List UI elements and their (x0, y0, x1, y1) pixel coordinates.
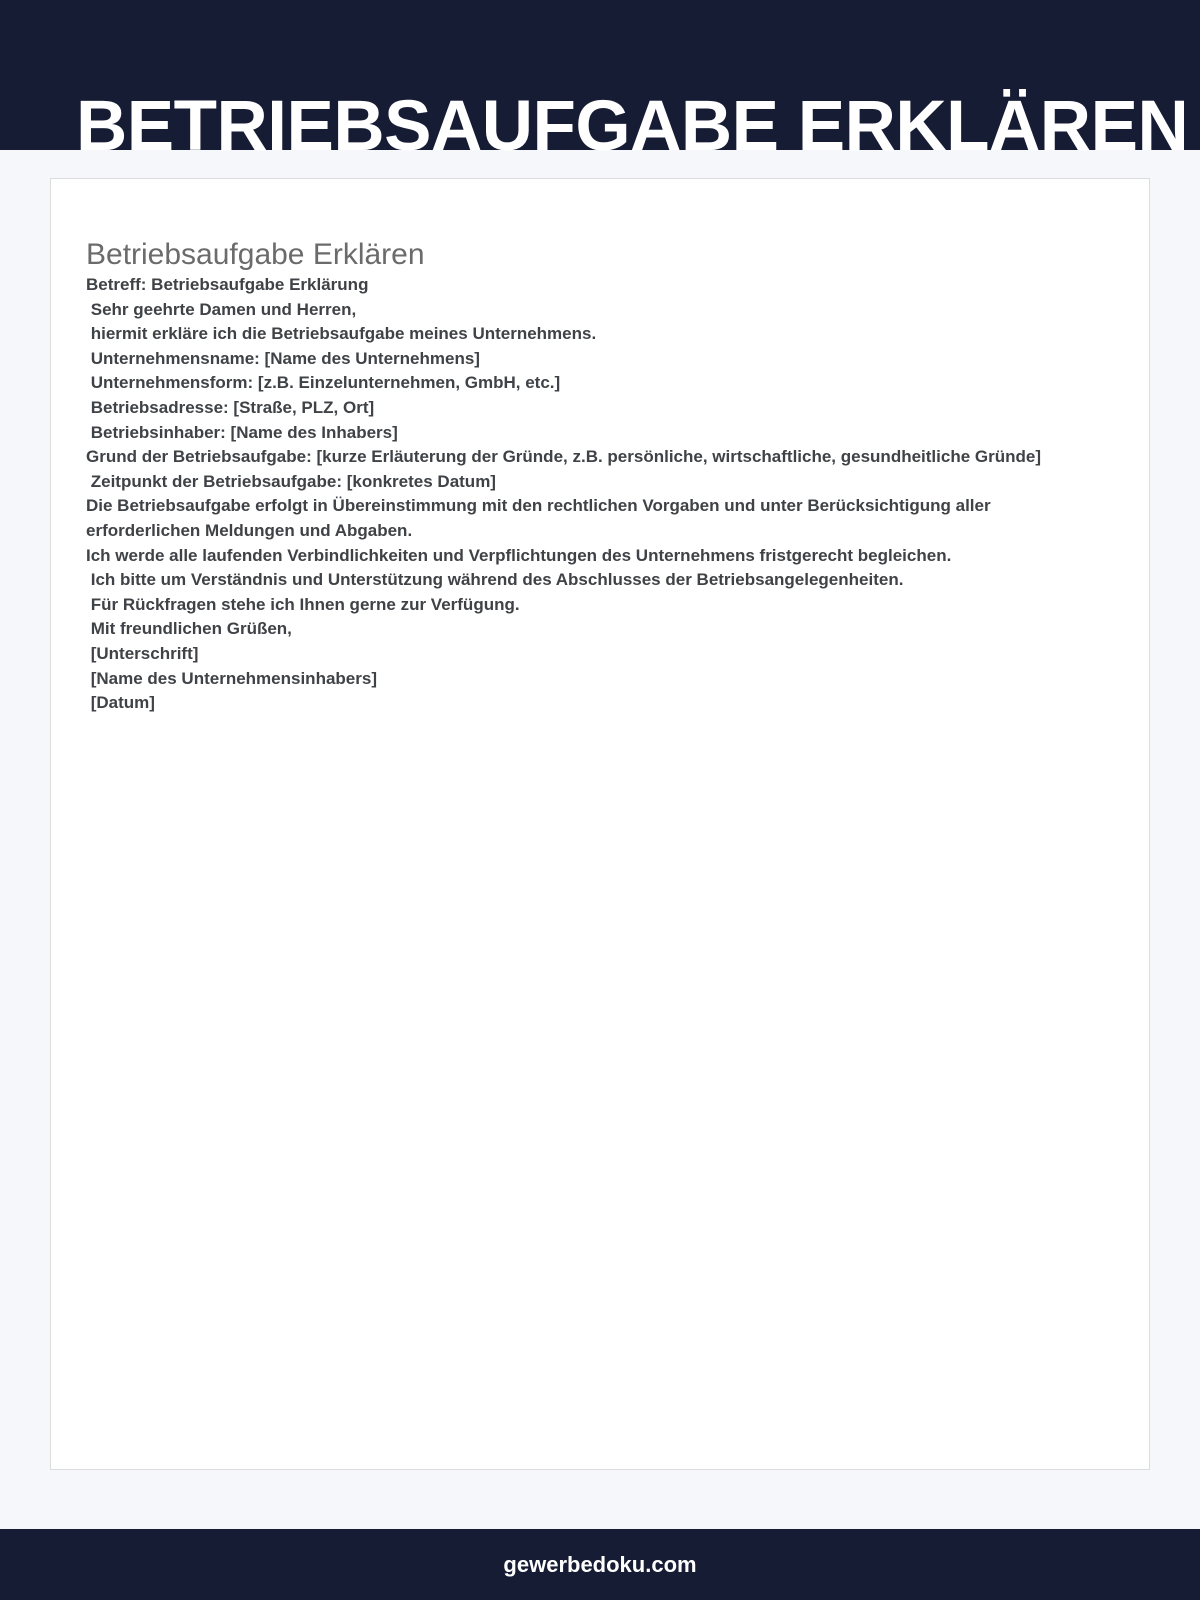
document-title: Betriebsaufgabe Erklären (86, 237, 425, 271)
document-line: Betreff: Betriebsaufgabe Erklärung (86, 275, 369, 294)
page-title: BETRIEBSAUFGABE ERKLÄREN (76, 86, 1189, 166)
document-line: Zeitpunkt der Betriebsaufgabe: [konkretes Datum] (86, 471, 496, 491)
document-line: Betriebsadresse: [Straße, PLZ, Ort] (86, 397, 375, 417)
site-name-label: gewerbedoku.com (503, 1552, 697, 1577)
document-line: Grund der Betriebsaufgabe: [kurze Erläuterung der Gründe, z.B. persönliche, wirtschaftliche, gesundheitliche Gründe] (86, 447, 1041, 467)
document-line: Ich bitte um Verständnis und Unterstützung während des Abschlusses der Betriebsangelegenheiten. (86, 570, 904, 590)
document-line: [Unterschrift] (86, 643, 199, 663)
document-line: [Datum] (86, 693, 155, 713)
site-footer (0, 1529, 1200, 1600)
document-line: Mit freundlichen Grüßen, (86, 619, 292, 639)
document-line: Unternehmensname: [Name des Unternehmens] (86, 348, 480, 368)
document-line: Sehr geehrte Damen und Herren, (86, 299, 357, 319)
document-line: Betriebsinhaber: [Name des Inhabers] (86, 422, 398, 442)
document-line: [Name des Unternehmensinhabers] (86, 668, 377, 688)
document-body (86, 273, 1051, 716)
document-line: Die Betriebsaufgabe erfolgt in Übereinstimmung mit den rechtlichen Vorgaben und unter Berücksichtigung aller erforderlichen Meldungen und Abgaben. (86, 496, 996, 540)
site-header (0, 0, 1200, 166)
document-line: Unternehmensform: [z.B. Einzelunternehmen, GmbH, etc.] (86, 373, 561, 393)
document-line: hiermit erkläre ich die Betriebsaufgabe meines Unternehmens. (86, 324, 597, 344)
document-line: Für Rückfragen stehe ich Ihnen gerne zur Verfügung. (86, 594, 520, 614)
document-card (50, 178, 1150, 1470)
document-line: Ich werde alle laufenden Verbindlichkeiten und Verpflichtungen des Unternehmens fristgerecht begleichen. (86, 545, 952, 565)
